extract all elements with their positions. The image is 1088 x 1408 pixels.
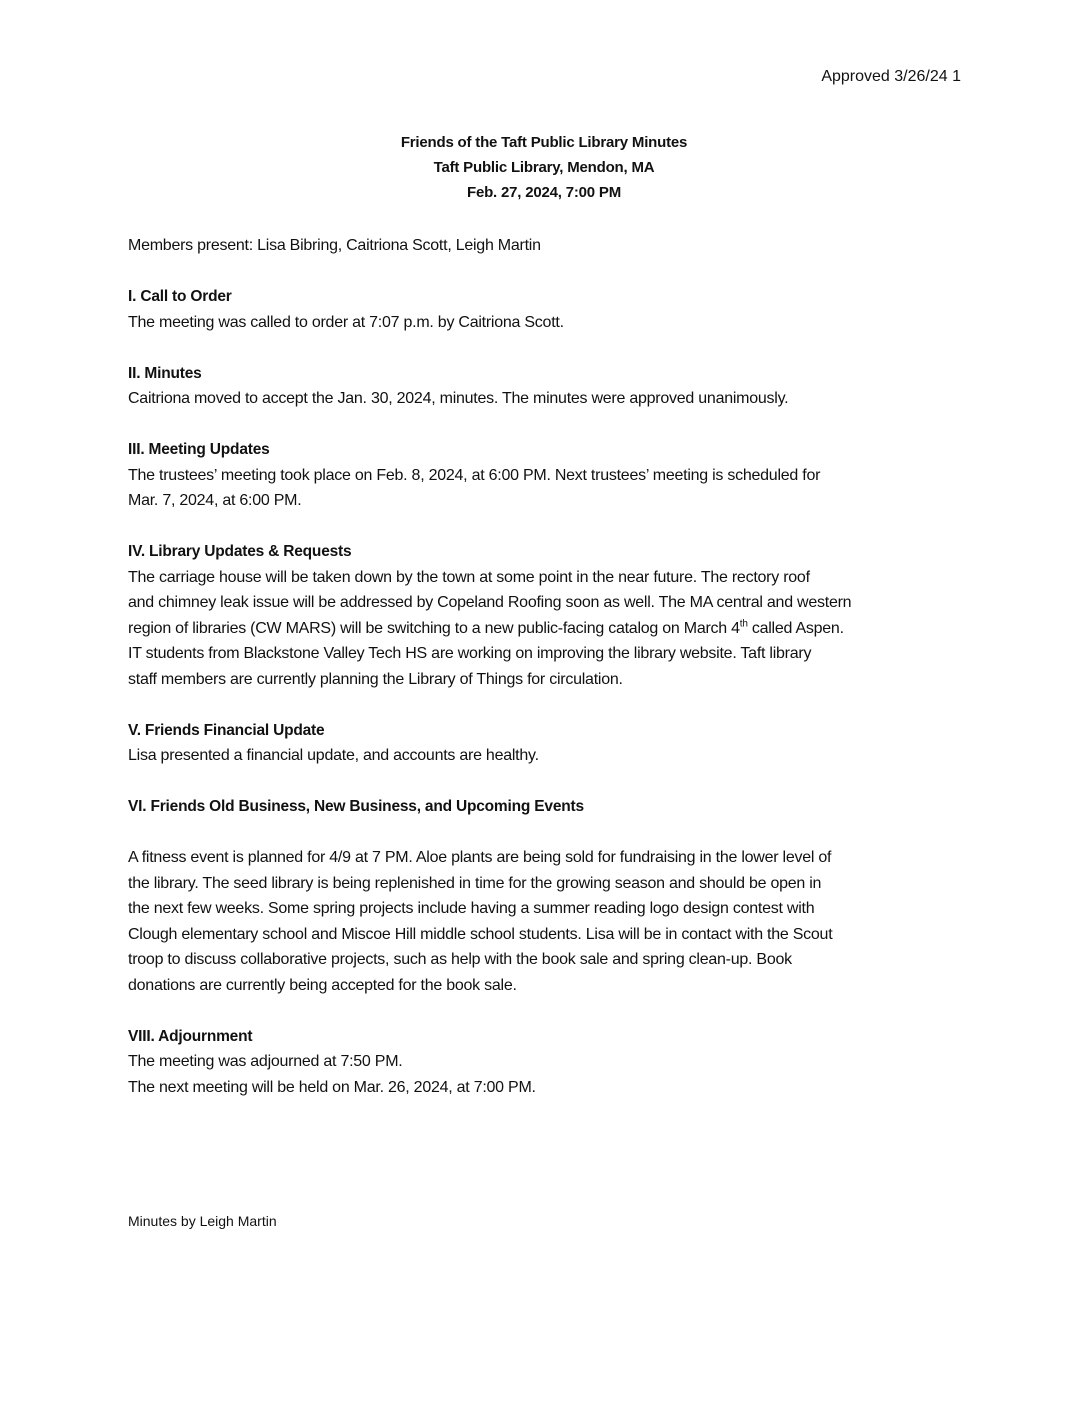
section-adjournment xyxy=(128,1024,968,1101)
minutes-body xyxy=(128,233,968,1100)
section-library-updates xyxy=(128,539,968,692)
approval-stamp: Approved 3/26/24 1 xyxy=(821,68,961,85)
section-text-line: Mar. 7, 2024, at 6:00 PM. xyxy=(128,492,302,509)
minutes-author: Minutes by Leigh Martin xyxy=(128,1213,277,1229)
section-heading: I. Call to Order xyxy=(128,288,232,305)
section-text-line: the next few weeks. Some spring projects include having a summer reading logo design contest with xyxy=(128,900,815,917)
section-text-line: Clough elementary school and Miscoe Hill middle school students. Lisa will be in contact with the Scout xyxy=(128,925,833,943)
section-text-line: troop to discuss collaborative projects, such as help with the book sale and spring clean-up. Book xyxy=(128,951,792,968)
document-location: Taft Public Library, Mendon, MA xyxy=(433,159,655,176)
section-financial-update xyxy=(128,718,968,769)
section-business-events xyxy=(128,794,968,998)
section-text-line xyxy=(128,616,968,642)
section-text-line: staff members are currently planning the Library of Things for circulation. xyxy=(128,670,623,688)
section-text-line: The meeting was adjourned at 7:50 PM. xyxy=(128,1053,403,1070)
title-block xyxy=(0,130,1088,205)
members-present: Members present: Lisa Bibring, Caitriona Scott, Leigh Martin xyxy=(128,237,541,254)
document-date: Feb. 27, 2024, 7:00 PM xyxy=(466,184,621,201)
section-text-line: Lisa presented a financial update, and accounts are healthy. xyxy=(128,747,539,764)
section-minutes xyxy=(128,361,968,412)
section-text-line: donations are currently being accepted for the book sale. xyxy=(128,976,517,994)
section-text-line: The next meeting will be held on Mar. 26, 2024, at 7:00 PM. xyxy=(128,1078,536,1096)
line-text-tail: called Aspen. xyxy=(747,619,844,637)
section-text-line: The trustees’ meeting took place on Feb. 8, 2024, at 6:00 PM. Next trustees’ meeting is scheduled for xyxy=(128,466,821,484)
section-meeting-updates xyxy=(128,437,968,514)
section-heading: VI. Friends Old Business, New Business, and Upcoming Events xyxy=(128,798,584,815)
section-text-line: IT students from Blackstone Valley Tech HS are working on improving the library website. Taft library xyxy=(128,645,812,662)
section-text-line: the library. The seed library is being replenished in time for the growing season and should be open in xyxy=(128,874,822,892)
ordinal-suffix: th xyxy=(739,618,748,630)
section-text-line: The meeting was called to order at 7:07 p.m. by Caitriona Scott. xyxy=(128,313,564,331)
section-heading: IV. Library Updates & Requests xyxy=(128,543,352,560)
section-heading: VIII. Adjournment xyxy=(128,1027,253,1045)
section-heading: V. Friends Financial Update xyxy=(128,721,325,739)
section-text-line: and chimney leak issue will be addressed by Copeland Roofing soon as well. The MA central and western xyxy=(128,594,852,611)
line-text: region of libraries (CW MARS) will be switching to a new public-facing catalog on March 4 xyxy=(128,619,740,637)
section-text-line: The carriage house will be taken down by the town at some point in the near future. The rectory roof xyxy=(128,568,810,586)
section-call-to-order xyxy=(128,284,968,335)
section-text-line: A fitness event is planned for 4/9 at 7 PM. Aloe plants are being sold for fundraising in the lower level of xyxy=(128,849,832,866)
document-title: Friends of the Taft Public Library Minutes xyxy=(400,134,688,151)
section-heading: III. Meeting Updates xyxy=(128,441,270,458)
section-heading: II. Minutes xyxy=(128,364,202,382)
section-text-line: Caitriona moved to accept the Jan. 30, 2024, minutes. The minutes were approved unanimously. xyxy=(128,390,789,407)
